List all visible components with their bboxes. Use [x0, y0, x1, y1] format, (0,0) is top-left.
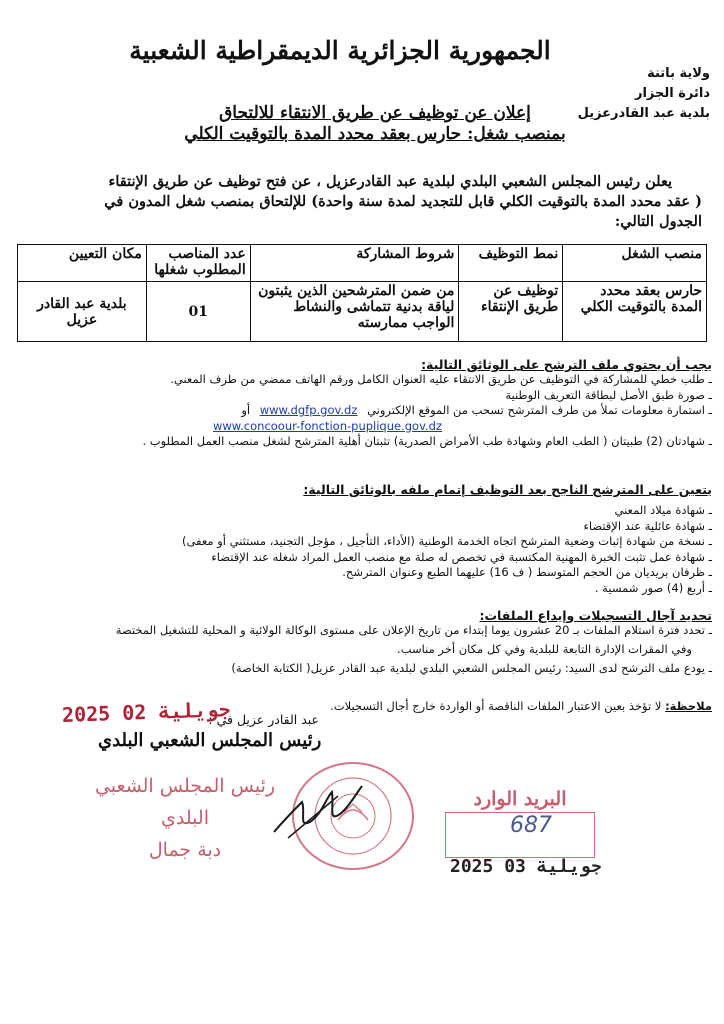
wilaya-line: ولاية باتنة — [647, 66, 710, 81]
signature-scribble-icon — [268, 778, 368, 848]
cell-place: بلدية عبد القادر عزيل — [18, 282, 147, 342]
commune-line: بلدية عبد القادرعزيل — [577, 106, 710, 121]
list-item: ـ شهادة عائلية عند الإقتضاء — [583, 518, 712, 533]
deadline-line-2: وفي المقرات الإدارة التابعة للبلدية وفي كل مكان أخر مناسب. — [397, 641, 692, 656]
daira-line: دائرة الجزار — [634, 86, 710, 101]
dgfp-link[interactable]: www.dgfp.gov.dz — [259, 403, 358, 417]
table-row — [18, 282, 707, 342]
list-item: ـ شهادة عمل تثبت الخبرة المهنية المكتسبة في تخصص له صلة مع منصب العمل المراد شغله عند الإقتضاء — [211, 549, 712, 564]
deadline-line-1: ـ تحدد فترة استلام الملفات بـ 20 عشرون يوما إبتداء من تاريخ الإعلان على مستوى الوكالة الولائية و المحلية للتشغيل المختصة — [115, 623, 712, 637]
jobs-table — [17, 244, 707, 342]
notice-heading — [150, 103, 600, 145]
signature-place: عبد القادر عزيل في : — [208, 712, 319, 727]
mail-stamp — [445, 788, 595, 858]
note-text: لا تؤخذ بعين الاعتبار الملفات الناقصة أو الواردة خارج أجال التسجيلات. — [330, 699, 666, 713]
after-hire-docs-section — [22, 482, 712, 596]
cell-count: 01 — [146, 282, 250, 342]
mail-stamp-number: 687 — [510, 813, 552, 838]
signer-title: رئيس المجلس الشعبي البلدي — [98, 730, 322, 751]
list-item: ـ شهادة ميلاد المعني — [614, 503, 712, 517]
col-count: عدد المناصب المطلوب شغلها — [146, 245, 250, 282]
notice-line-1: إعلان عن توظيف عن طريق الانتقاء للالتحاق — [219, 103, 531, 123]
republic-title: الجمهورية الجزائرية الديمقراطية الشعبية — [129, 36, 551, 65]
cell-mode: توظيف عن طريق الإنتقاء — [459, 282, 563, 342]
date-stamp-top: 2025 جويلية 02 — [61, 697, 231, 727]
mail-stamp-title: البريد الوارد — [473, 788, 567, 810]
cell-position: حارس بعقد محدد المدة بالتوقيت الكلي — [563, 282, 707, 342]
col-conditions: شروط المشاركة — [250, 245, 459, 282]
note-label: ملاحظة: — [665, 699, 712, 713]
table-header-row — [18, 245, 707, 282]
cell-conditions: من ضمن المترشحين الذين يثبتون لياقة بدنية تتماشى والنشاط الواجب ممارسته — [250, 282, 459, 342]
president-stamp-line-2: دبة جمال — [148, 839, 222, 861]
list-item: ـ طلب خطي للمشاركة في التوظيف عن طريق الانتقاء عليه العنوان الكامل ورقم الهاتف ممضي من طرف المعني. — [170, 372, 712, 386]
col-position: منصب الشغل — [563, 245, 707, 282]
intro-line-2: ( عقد محدد المدة بالتوقيت الكلي قابل للتجديد لمدة سنة واحدة) للإلتحاق بمنصب شغل المدون في — [104, 193, 702, 210]
col-place: مكان التعيين — [18, 245, 147, 282]
list-item: ـ صورة طبق الأصل لبطاقة التعريف الوطنية — [505, 387, 712, 402]
intro-paragraph — [22, 172, 702, 232]
list-item: ـ ظرفان بريديان من الحجم المتوسط ( ف 16) عليهما الطبع وعنوان المترشح. — [342, 565, 712, 579]
deadline-line-3: ـ يودع ملف الترشح لدى السيد: رئيس المجلس الشعبي البلدي لبلدية عبد القادر عزيل( الكتابة الخاصة) — [231, 661, 712, 675]
list-item — [22, 403, 712, 419]
form-item-text: ـ استمارة معلومات تملأ من طرف المترشح تسحب من الموقع الإلكتروني — [367, 403, 712, 417]
required-docs-heading: يجب أن يحتوي ملف الترشح على الوثائق التالية: — [421, 357, 712, 372]
link-line — [22, 419, 712, 435]
concours-link[interactable]: www.concoour-fonction-puplique.gov.dz — [212, 418, 442, 433]
president-stamp-line-1: رئيس المجلس الشعبي البلدي — [94, 775, 276, 829]
required-docs-section — [22, 357, 712, 450]
president-stamp — [80, 770, 290, 866]
intro-line-1: يعلن رئيس المجلس الشعبي البلدي لبلدية عبد القادرعزيل ، عن فتح توظيف عن طريق الإنتقاء — [108, 173, 672, 190]
notice-line-2: بمنصب شغل: حارس بعقد محدد المدة بالتوقيت الكلي — [184, 124, 566, 144]
list-item: ـ شهادتان (2) طبيتان ( الطب العام وشهادة طب الأمراض الصدرية) تثبتان أهلية المترشح لشغل منصب العمل المطلوب . — [142, 434, 712, 448]
date-stamp-bottom: 2025 جويلية 03 — [450, 856, 602, 877]
list-item: ـ نسخة من شهادة إثبات وضعية المترشح اتجاه الخدمة الوطنية (الأداء، التأجيل ، مؤجل التجنيد، مستثني أو معفى) — [181, 534, 712, 548]
list-item: ـ أربع (4) صور شمسية . — [594, 580, 712, 595]
deadlines-heading: تحديد آجال التسجيلات وإيداع الملفات: — [479, 608, 712, 623]
or-text: أو — [241, 403, 251, 417]
col-mode: نمط التوظيف — [459, 245, 563, 282]
intro-line-3: الجدول التالي: — [614, 213, 702, 230]
note-line — [330, 699, 712, 715]
deadlines-section — [12, 608, 712, 677]
mail-stamp-box — [445, 812, 595, 858]
after-hire-heading: يتعين على المترشح الناجح بعد التوظيف إتمام ملفه بالوثائق التالية: — [303, 482, 712, 497]
